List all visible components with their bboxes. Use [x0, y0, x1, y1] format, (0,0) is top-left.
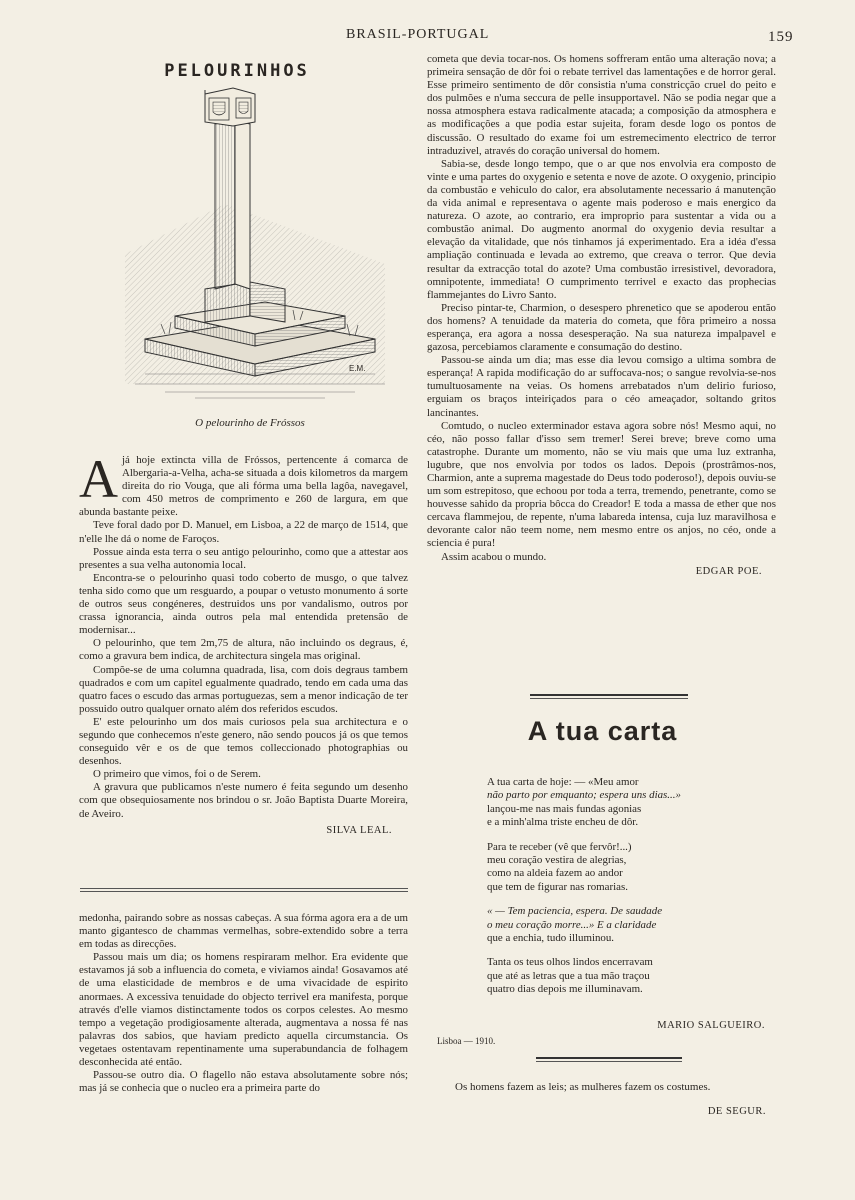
- poem-rule-thin: [530, 698, 688, 699]
- article-paragraph-6: Compõe-se de uma columna quadrada, lisa, com dois degraus tambem quadrados e com um capitel egualmente quadrado, tendo em cada uma das quatro faces o escudo das armas portuguezas, sem a menor indicação de ter possuido outro qualquer ornato além dos referidos escudos.: [79, 663, 408, 715]
- article-paragraph-7: E' este pelourinho um dos mais curiosos pela sua architectura e o segundo que conhecemos n'este genero, não sendo poucos já os que temos conseguido vêr e os de que temos colleccionado photographias ou desenhos.: [79, 715, 408, 768]
- article-paragraph-2: Teve foral dado por D. Manuel, em Lisboa, a 22 de março de 1514, que n'elle lhe dá o nome de Faroços.: [79, 519, 408, 545]
- story-paragraph-5: Sabia-se, desde longo tempo, que o ar que nos envolvia era composto de vinte e uma partes do oxygenio e setenta e nove de azote. O oxygenio, principio da combustão e vehiculo do calor, era absolutamente necessario á manutenção da vida animal e representava o agente mais poderoso e mais energico da natureza. O azote, ao contrario, era improprio para sustentar a vida ou a combustão animal. Do augmento anormal do oxygenio devia resultar a elevação da vitalidade, que nós tinhamos já experimentado. Era a idéa d'essa ampliação continuada e levada ao extremo, que creava o terror. Que devia resultar da extracção total do azote? Uma combustão irresistivel, devoradora, omnipotente, immediata! O cumprimento terrivel e exacto das prophecias flammejantes do Livro Santo.: [427, 157, 776, 301]
- story-paragraph-1: medonha, pairando sobre as nossas cabeças. A sua fórma agora era a de um manto gigantesco de chammas vermelhas, sobre-extendido sobre a terra em todas as direcções.: [79, 912, 408, 951]
- story-signature: EDGAR POE.: [695, 565, 762, 577]
- story-paragraph-3: Passou-se outro dia. O flagello não estava absolutamente sobre nós; mas já se conhecia que o nucleo era a primeira parte do: [79, 1069, 408, 1095]
- story-paragraph-8: Comtudo, o nucleo exterminador estava agora sobre nós! Mesmo aqui, no céo, não posso fallar d'isso sem tremer! Serei breve; breve como uma catastrophe. Durante um momento, não se viu mais que uma luz extranha, lugubre, que nos envolvia por todos os lados. Depois (prostrâmos-nos, Charmion, ante a suprema magestade do Deus todo poderoso!), depois ouviu-se um som estrepitoso, que echoou por toda a terra, tremendo, penetrante, como se houvesse sahido da propria bôcca do Creador! E toda a massa de ether que nos cercava flammejou, de repente, n'uma labareda intensa, cuja luz maravilhosa e devorante calor não teem nome, nem mesmo entre os anjos, no céo, onde a sciencia é pura!: [427, 419, 776, 550]
- story-paragraph-9: Assim acabou o mundo.: [441, 550, 547, 563]
- page-number: 159: [768, 29, 794, 45]
- poem-stanza-2: Para te receber (vê que fervôr!...) meu coração vestira de alegrias, como na aldeia fazem ao andor que tem de figurar nas romarias.: [487, 840, 632, 893]
- quote-rule-thick: [536, 1057, 682, 1059]
- poem-stanza-4: Tanta os teus olhos lindos encerravam que até as letras que a tua mão traçou quatro dias depois me illuminavam.: [487, 956, 653, 996]
- column-divider-bottom: [80, 891, 408, 892]
- poem-rule-thick: [530, 694, 688, 696]
- figure-caption: O pelourinho de Fróssos: [195, 417, 305, 429]
- story-paragraph-2: Passou mais um dia; os homens respiraram melhor. Era evidente que estavamos já sob a influencia do cometa, e viviamos ainda! Gosavamos até de uma elasticidade de membros e de uma vivacidade de espirito anormaes. A excessiva tenuidade do objecto terrivel era manifesta, porque através d'elle viamos distinctamente todos os corpos celestes. Ao mesmo tempo a vegetação prodigiosamente alterada, augmentava a nossa fé nas palavras dos sabios, que haviam predicto aquella circumstancia. Os vegetaes ostentavam repentinamente uma superabundancia de folhagem desconhecida até então.: [79, 951, 408, 1069]
- story-continuation-left: [79, 912, 408, 1095]
- poem-signature: MARIO SALGUEIRO.: [657, 1020, 765, 1031]
- pelourinho-drawing: [105, 84, 395, 404]
- article-pelourinhos: [79, 449, 408, 836]
- running-title: BRASIL-PORTUGAL: [346, 27, 490, 42]
- article-paragraph-8: O primeiro que vimos, foi o de Serem.: [93, 768, 261, 781]
- poem-title: A tua carta: [527, 716, 678, 746]
- poem-stanza-3: « — Tem paciencia, espera. De saudade o meu coração morre...» E a claridade que a enchia, tudo illuminou.: [487, 905, 663, 945]
- article-signature: SILVA LEAL.: [326, 824, 392, 836]
- story-paragraph-6: Preciso pintar-te, Charmion, o desespero phrenetico que se apoderou então dos homens? A tenuidade da materia do cometa, que fôra primeiro a nossa esperança, era agora a nossa desesperação. Na sua natureza impalpavel e gazosa, percebiamos claramente e consumação do destino.: [427, 301, 776, 354]
- column-divider-top: [80, 888, 408, 889]
- article-paragraph-3: Possue ainda esta terra o seu antigo pelourinho, como que a attestar aos presentes a sua velha autonomia local.: [79, 545, 408, 571]
- article-paragraph-1: Ajá hoje extincta villa de Fróssos, pertencente á comarca de Albergaria-a-Velha, acha-se situada a dois kilometros da margem direita do rio Vouga, que ali fórma uma bella lagôa, navegavel, com 450 metros de comprimento e 260 de largura, em que abunda bastante peixe.: [79, 449, 408, 519]
- closing-quote: Os homens fazem as leis; as mulheres fazem os costumes.: [455, 1081, 711, 1093]
- story-paragraph-4: cometa que devia tocar-nos. Os homens soffreram então uma alteração nova; a primeira sensação de dôr foi o rebate terrivel das lamentações e de horror geral. Esse primeiro sentimento de dôr consistia n'uma constricção cruel do peito e dos pulmões e n'uma seccura de pelle insupportavel. Não se podia negar que a nossa atmosphera estava radicalmente atacada; a composição da atmosphera e as modificações a que podia estar sujeita, foram desde logo os pontos de discussão. O resultado do exame foi um estremecimento electrico de terror intraduzivel, através do coração universal do homem.: [427, 53, 776, 157]
- quote-rule-thin: [536, 1061, 682, 1062]
- quote-signature: DE SEGUR.: [707, 1106, 766, 1117]
- engraver-mark: E.M.: [349, 364, 366, 373]
- story-paragraph-7: Passou-se ainda um dia; mas esse dia levou comsigo a ultima sombra de esperança! A rapida modificação do ar suffocava-nos; o sangue revolvia-se-nos tumultuosamente na veias. Os homens arrebatados n'um delirio furioso, erguiam os braços inteiriçados para o céo ameaçador, soltando gritos lancinantes.: [427, 354, 776, 419]
- section-title: PELOURINHOS: [164, 61, 310, 81]
- drop-cap: A: [79, 449, 118, 509]
- article-paragraph-5: O pelourinho, que tem 2m,75 de altura, não incluindo os degraus, é, como a gravura bem indica, de architectura singela mas original.: [79, 637, 408, 663]
- poem-stanza-1: A tua carta de hoje: — «Meu amor não parto por emquanto; espera uns dias...» lançou-me nas mais fundas agonias e a minh'alma triste encheu de dôr.: [487, 776, 681, 829]
- poem: [487, 776, 777, 1008]
- story-continuation-right: [427, 53, 776, 577]
- poem-place-date: Lisboa — 1910.: [437, 1036, 496, 1046]
- pelourinho-engraving: [105, 84, 395, 404]
- article-paragraph-4: Encontra-se o pelourinho quasi todo coberto de musgo, o que talvez tenha sido como que um resguardo, a poupar o vetusto monumento á sorte de outros seus congéneres, destruidos uns por vandalismo, outros por crassa ignorancia, ainda outros pela mal entendida pretensão de modernisar...: [79, 571, 408, 637]
- article-paragraph-9: A gravura que publicamos n'este numero é feita segundo um desenho com que obsequiosamente nos brindou o sr. João Baptista Duarte Moreira, de Aveiro.: [79, 781, 408, 820]
